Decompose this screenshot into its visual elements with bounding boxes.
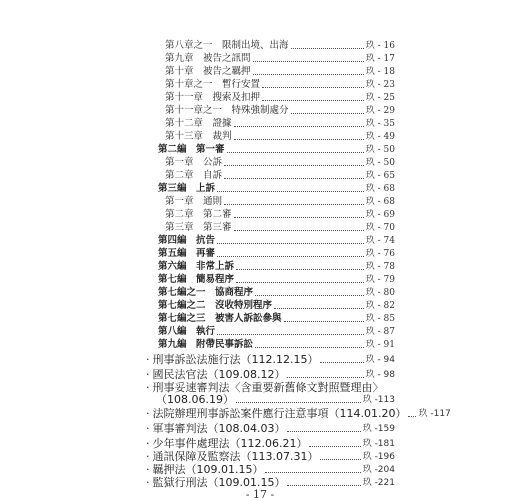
toc-entry-page: 玖 - 76 [365,249,395,259]
leader-dots [309,446,360,447]
toc-law-entry[interactable] [146,423,395,435]
toc-law-label: 刑事妥速審判法〈含重要新舊條文對照暨理由〉 [152,381,384,394]
toc-part-entry[interactable] [158,313,395,325]
bullet-icon: · [146,463,150,476]
leader-dots [291,48,364,49]
leader-dots [291,113,364,114]
toc-law-label: 監獄行刑法（109.01.15） [152,476,286,489]
toc-law-label: 少年事件處理法（112.06.21） [152,437,308,450]
toc-entry[interactable] [165,105,395,117]
toc-entry[interactable] [165,66,395,78]
toc-part-entry[interactable] [158,287,395,299]
leader-dots [224,204,364,205]
toc-entry-page: 玖 - 74 [365,236,395,246]
toc-entry-page: 玖 - 82 [365,301,395,311]
toc-entry-page: 玖 - 80 [365,288,395,298]
bullet-icon: · [146,407,150,420]
leader-dots [255,347,364,348]
toc-entry[interactable] [165,53,395,65]
leader-dots [217,243,364,244]
leader-dots [217,256,364,257]
leader-dots [408,416,416,417]
toc-entry-label: 第十章之一 暫行安置 [165,79,261,90]
bullet-icon: · [146,422,150,435]
toc-entry-page: 玖 - 16 [365,41,395,51]
toc-entry-label: 第九章 被告之訊問 [165,53,251,64]
toc-entry-page: 玖 - 70 [365,223,395,233]
leader-dots [234,230,364,231]
toc-entry-page: 玖 - 35 [365,119,395,129]
toc-entry-page: 玖 - 65 [365,171,395,181]
toc-part-entry[interactable] [158,274,395,286]
toc-entry-page: 玖 - 49 [365,132,395,142]
leader-dots [253,74,364,75]
toc-part-entry[interactable] [158,144,395,156]
leader-dots [255,295,364,296]
toc-part-entry[interactable] [158,339,395,351]
leader-dots [236,402,361,403]
toc-law-label: 軍事審判法（108.04.03） [152,422,286,435]
leader-dots [224,165,364,166]
leader-dots [287,377,363,378]
leader-dots [236,282,364,283]
toc-part-entry[interactable] [158,261,395,273]
toc-entry-page: 玖 - 50 [365,158,395,168]
toc-law-page: 玖 -181 [362,439,395,449]
toc-entry-label: 第一章 通則 [165,196,223,207]
toc-entry[interactable] [165,118,395,130]
leader-dots [217,191,364,192]
leader-dots [262,100,364,101]
toc-entry-label: 第七編之一 協商程序 [158,287,254,298]
toc-entry[interactable] [165,131,395,143]
toc-law-page: 玖 -204 [362,465,395,475]
bullet-icon: · [146,437,150,450]
toc-entry-page: 玖 - 23 [365,80,395,90]
toc-part-entry[interactable] [158,248,395,260]
leader-dots [287,431,360,432]
bullet-icon: · [146,353,150,366]
toc-entry-page: 玖 - 78 [365,262,395,272]
toc-law-entry[interactable] [146,451,395,463]
toc-entry[interactable] [165,79,395,91]
toc-law-continuation: （108.06.19） [156,393,234,406]
toc-entry-label: 第三編 上訴 [158,183,216,194]
bullet-icon: · [146,450,150,463]
toc-entry-label: 第七編 簡易程序 [158,274,235,285]
toc-entry-page: 玖 - 68 [365,184,395,194]
toc-entry-page: 玖 - 79 [365,275,395,285]
toc-entry[interactable] [165,157,395,169]
toc-entry-page: 玖 - 68 [365,197,395,207]
leader-dots [265,472,360,473]
leader-dots [236,269,364,270]
leader-dots [320,459,360,460]
leader-dots [253,61,364,62]
bullet-icon: · [146,476,150,489]
toc-law-entry[interactable] [146,438,395,450]
toc-law-label: 法院辦理刑事訴訟案件應行注意事項（114.01.20） [152,407,407,420]
toc-entry-page: 玖 - 87 [365,327,395,337]
toc-part-entry[interactable] [158,235,395,247]
leader-dots [234,126,364,127]
toc-entry-label: 第二章 第二審 [165,209,232,220]
leader-dots [217,334,364,335]
bullet-icon: · [146,381,150,394]
toc-entry-label: 第二章 自訴 [165,170,223,181]
bullet-icon: · [146,368,150,381]
toc-entry-page: 玖 - 17 [365,54,395,64]
toc-entry-label: 第九編 附帶民事訴訟 [158,339,254,350]
toc-law-label: 國民法官法（109.08.12） [152,368,286,381]
toc-law-label: 羈押法（109.01.15） [152,463,264,476]
toc-entry-label: 第七編之二 沒收特別程序 [158,300,273,311]
toc-entry-label: 第二編 第一審 [158,144,225,155]
toc-part-entry[interactable] [158,300,395,312]
toc-law-label: 通訊保障及監察法（113.07.31） [152,450,319,463]
toc-law-label: 刑事訴訟法施行法（112.12.15） [152,353,319,366]
toc-entry[interactable] [165,92,395,104]
toc-entry-page: 玖 - 50 [365,145,395,155]
leader-dots [274,308,364,309]
toc-entry-page: 玖 - 85 [365,314,395,324]
leader-dots [262,87,364,88]
toc-entry-label: 第十二章 證據 [165,118,232,129]
toc-law-page: 玖 -221 [362,478,395,488]
leader-dots [287,485,360,486]
toc-part-entry[interactable] [158,326,395,338]
toc-law-page: 玖 - 94 [365,355,395,365]
toc-entry[interactable] [165,170,395,182]
toc-law-page: 玖 -159 [362,424,395,434]
leader-dots [320,362,363,363]
toc-entry-label: 第五編 再審 [158,248,216,259]
toc-law-entry-continuation[interactable] [156,394,395,406]
toc-law-entry[interactable] [146,407,451,420]
toc-entry[interactable] [165,222,395,234]
toc-law-page: 玖 -117 [418,409,451,419]
leader-dots [227,152,364,153]
toc-entry-label: 第七編之三 被害人訴訟參與 [158,313,282,324]
page-number: - 17 - [245,488,275,501]
toc-entry-page: 玖 - 18 [365,67,395,77]
toc-entry-page: 玖 - 29 [365,106,395,116]
toc-law-page: 玖 -113 [362,395,395,405]
toc-part-entry[interactable] [158,183,395,195]
toc-entry-label: 第八章之一 限制出境、出海 [165,40,289,51]
toc-entry-label: 第六編 非常上訴 [158,261,235,272]
toc-entry[interactable] [165,40,395,52]
toc-entry-page: 玖 - 25 [365,93,395,103]
toc-entry[interactable] [165,209,395,221]
toc-entry-label: 第十章 被告之羈押 [165,66,251,77]
toc-entry-label: 第八編 執行 [158,326,216,337]
toc-entry-label: 第四編 抗告 [158,235,216,246]
toc-entry[interactable] [165,196,395,208]
toc-entry-label: 第三章 第三審 [165,222,232,233]
leader-dots [224,178,364,179]
toc-law-page: 玖 - 98 [365,370,395,380]
toc-law-entry[interactable] [146,464,395,476]
toc-entry-label: 第十一章 搜索及扣押 [165,92,261,103]
toc-law-entry[interactable] [146,354,395,366]
toc-entry-label: 第十一章之一 特殊強制處分 [165,105,289,116]
leader-dots [284,321,364,322]
toc-law-entry[interactable] [146,369,395,381]
toc-entry-label: 第十三章 裁判 [165,131,232,142]
toc-entry-page: 玖 - 69 [365,210,395,220]
leader-dots [234,139,364,140]
toc-entry-page: 玖 - 91 [365,340,395,350]
leader-dots [234,217,364,218]
toc-law-page: 玖 -196 [362,452,395,462]
toc-entry-label: 第一章 公訴 [165,157,223,168]
